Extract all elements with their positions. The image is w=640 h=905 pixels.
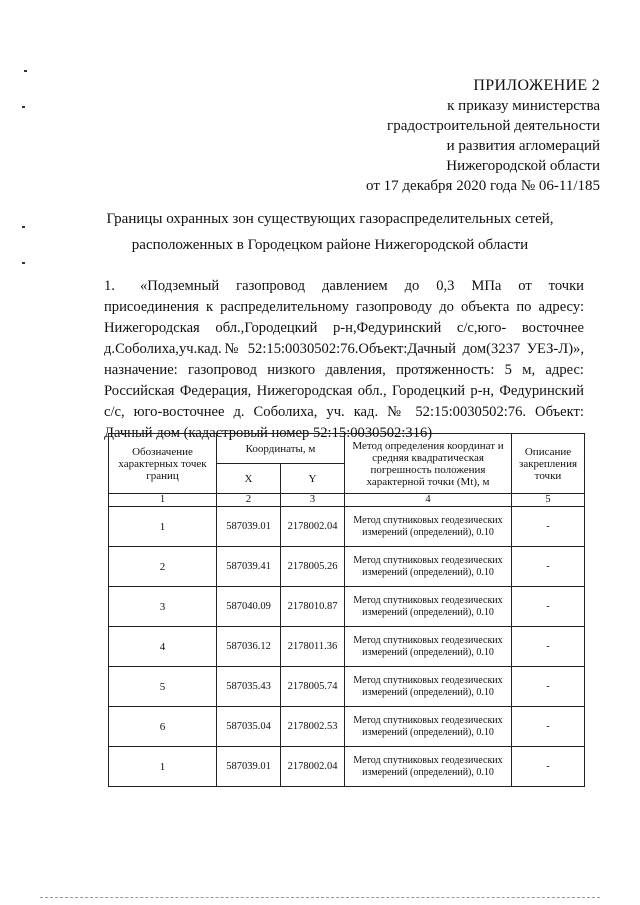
coord-y: 2178002.04 xyxy=(281,507,345,547)
column-number-row xyxy=(109,494,585,507)
appendix-line: градостроительной деятельности xyxy=(387,118,600,134)
table-row xyxy=(109,587,585,627)
method-cell: Метод спутниковых геодезических измерений (определений), 0.10 xyxy=(345,627,512,667)
point-id: 6 xyxy=(109,707,217,747)
point-id: 1 xyxy=(109,747,217,787)
point-id: 1 xyxy=(109,507,217,547)
scan-speck xyxy=(24,70,27,72)
header-x: X xyxy=(217,464,281,494)
appendix-title: ПРИЛОЖЕНИЕ 2 xyxy=(473,77,600,94)
scan-speck xyxy=(22,226,25,228)
method-cell: Метод спутниковых геодезических измерений (определений), 0.10 xyxy=(345,547,512,587)
coord-x: 587039.01 xyxy=(217,747,281,787)
column-number: 4 xyxy=(345,494,512,507)
coord-y: 2178010.87 xyxy=(281,587,345,627)
coord-y: 2178011.36 xyxy=(281,627,345,667)
table-row xyxy=(109,667,585,707)
method-cell: Метод спутниковых геодезических измерений (определений), 0.10 xyxy=(345,587,512,627)
appendix-line: к приказу министерства xyxy=(447,98,600,114)
header-y: Y xyxy=(281,464,345,494)
table-row xyxy=(109,547,585,587)
coord-y: 2178005.26 xyxy=(281,547,345,587)
point-id: 3 xyxy=(109,587,217,627)
point-id: 2 xyxy=(109,547,217,587)
coord-x: 587039.01 xyxy=(217,507,281,547)
table-row xyxy=(109,627,585,667)
coord-x: 587036.12 xyxy=(217,627,281,667)
appendix-line: от 17 декабря 2020 года № 06-11/185 xyxy=(366,178,600,194)
description-cell: - xyxy=(512,707,585,747)
coord-x: 587040.09 xyxy=(217,587,281,627)
appendix-line: и развития агломераций xyxy=(446,138,600,154)
header-designation: Обозначение характерных точек границ xyxy=(109,434,217,494)
heading-line: Границы охранных зон существующих газораспределительных сетей, xyxy=(106,211,554,227)
method-cell: Метод спутниковых геодезических измерений (определений), 0.10 xyxy=(345,667,512,707)
method-cell: Метод спутниковых геодезических измерений (определений), 0.10 xyxy=(345,747,512,787)
item-text: «Подземный газопровод давлением до 0,3 МПа от точки присоединения к распределительному газопроводу до объекта по адресу: Нижегородская обл.,Городецкий р-н,Федуринский с/с,юго- восточнее д.Соболиха,уч.кад.№ 52:15:0030502:76.Объект:Дачный дом(3237 УЕЗ-Л)», назначение: газопровод низкого давления, протяженность: 5 м, адрес: Российская Федерация, Нижегородская обл., Городецкий р-н, Федуринский с/с, юго-восточнее д. Соболиха, уч. кад. № 52:15:0030502:76. Объект: Дачный дом (кадастровый номер 52:15:0030502:316) xyxy=(104,278,584,441)
scan-edge-line xyxy=(40,897,600,899)
coord-y: 2178005.74 xyxy=(281,667,345,707)
document-heading xyxy=(80,206,580,258)
description-cell: - xyxy=(512,667,585,707)
description-cell: - xyxy=(512,507,585,547)
column-number: 2 xyxy=(217,494,281,507)
column-number: 3 xyxy=(281,494,345,507)
coord-y: 2178002.53 xyxy=(281,707,345,747)
description-cell: - xyxy=(512,747,585,787)
table-row xyxy=(109,747,585,787)
point-id: 4 xyxy=(109,627,217,667)
description-cell: - xyxy=(512,627,585,667)
appendix-header xyxy=(366,76,600,196)
column-number: 5 xyxy=(512,494,585,507)
scan-speck xyxy=(22,106,25,108)
description-cell: - xyxy=(512,547,585,587)
heading-line: расположенных в Городецком районе Нижегородской области xyxy=(131,237,529,253)
method-cell: Метод спутниковых геодезических измерений (определений), 0.10 xyxy=(345,707,512,747)
item-paragraph xyxy=(104,276,584,444)
appendix-line: Нижегородской области xyxy=(446,158,600,174)
coord-x: 587039.41 xyxy=(217,547,281,587)
coord-x: 587035.04 xyxy=(217,707,281,747)
table-row xyxy=(109,507,585,547)
description-cell: - xyxy=(512,587,585,627)
item-number: 1. xyxy=(104,278,115,294)
header-description: Описание закрепления точки xyxy=(512,434,585,494)
header-method: Метод определения координат и средняя квадратическая погрешность положения характерной точки (Mt), м xyxy=(345,434,512,494)
coordinates-table xyxy=(108,433,585,787)
point-id: 5 xyxy=(109,667,217,707)
method-cell: Метод спутниковых геодезических измерений (определений), 0.10 xyxy=(345,507,512,547)
table-row xyxy=(109,707,585,747)
scan-speck xyxy=(22,262,25,264)
coord-x: 587035.43 xyxy=(217,667,281,707)
column-number: 1 xyxy=(109,494,217,507)
coord-y: 2178002.04 xyxy=(281,747,345,787)
header-coordinates: Координаты, м xyxy=(217,434,345,464)
